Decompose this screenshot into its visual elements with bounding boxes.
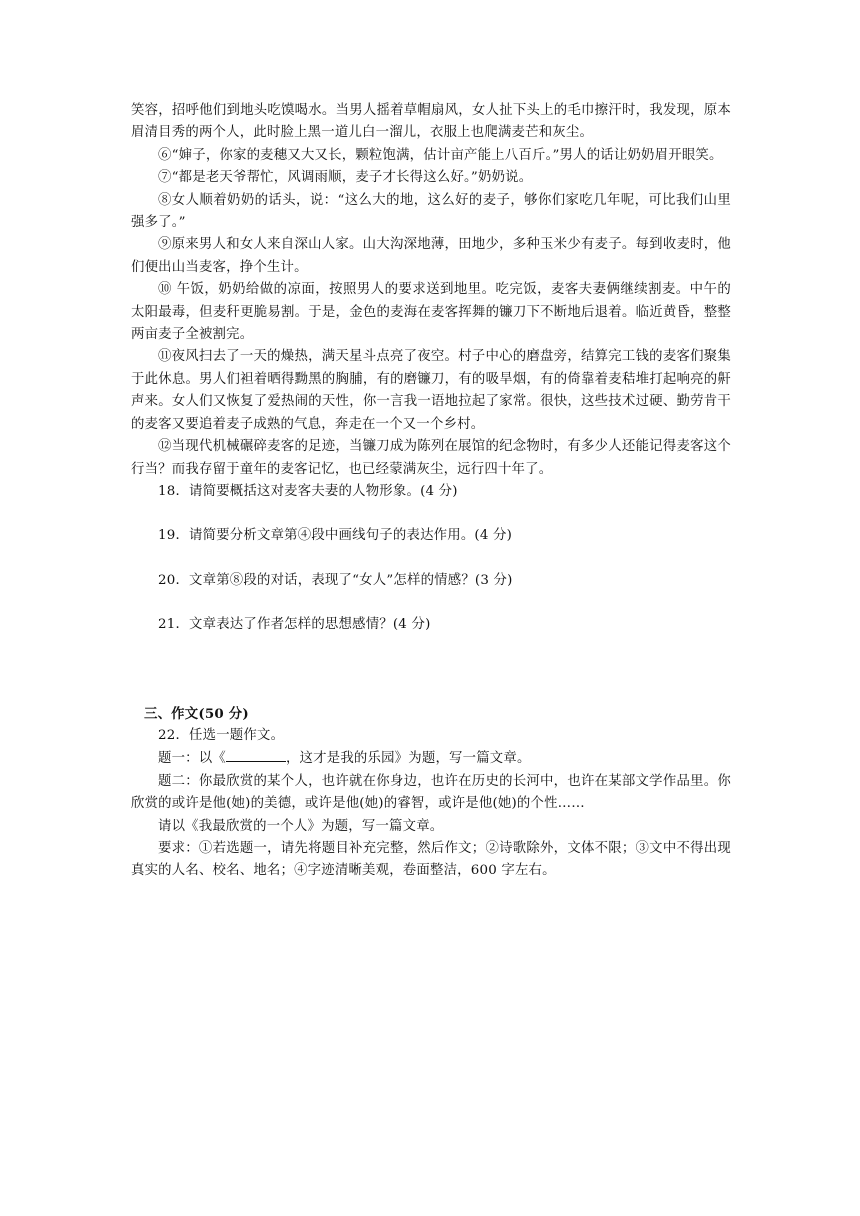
passage-paragraph-12: ⑫当现代机械碾碎麦客的足迹，当镰刀成为陈列在展馆的纪念物时，有多少人还能记得麦客这个行当？而我存留于童年的麦客记忆，也已经蒙满灰尘，远行四十年了。 (131, 439, 731, 477)
question-22: 22．任选一题作文。 (158, 727, 285, 743)
topic-2: 题二：你最欣赏的某个人，也许就在你身边，也许在历史的长河中，也许在某部文学作品里。你欣赏的或许是他(她)的美德，或许是他(她)的睿智，或许是他(她)的个性…… (131, 773, 731, 812)
passage-paragraph-6: ⑥“婶子，你家的麦穗又大又长，颗粒饱满，估计亩产能上八百斤。”男人的话让奶奶眉开眼笑。 (158, 147, 723, 163)
passage-paragraph-11: ⑪夜风扫去了一天的燥热，满天星斗点亮了夜空。村子中心的磨盘旁，结算完工钱的麦客们聚集于此休息。男人们袒着晒得黝黑的胸脯，有的磨镰刀，有的吸旱烟，有的倚靠着麦秸堆打起响亮的鼾声来。女人们又恢复了爱热闹的天性，你一言我一语地拉起了家常。很快，这些技术过硬、勤劳肯干的麦客又要追着麦子成熟的气息，奔走在一个又一个乡村。 (131, 349, 731, 432)
topic-1-suffix: ，这才是我的乐园》为题，写一篇文章。 (285, 751, 531, 767)
question-20: 20．文章第⑧段的对话，表现了“女人”怎样的情感？(3 分) (158, 572, 513, 588)
passage-paragraph-continued: 笑容，招呼他们到地头吃馍喝水。当男人摇着草帽扇风，女人扯下头上的毛巾擦汗时，我发现，原本眉清目秀的两个人，此时脸上黑一道儿白一溜儿，衣服上也爬满麦芒和灰尘。 (131, 103, 731, 141)
answer-space (131, 548, 731, 570)
answer-space (131, 592, 731, 614)
section-spacer (131, 637, 731, 703)
passage-paragraph-9: ⑨原来男人和女人来自深山人家。山大沟深地薄，田地少，多种玉米少有麦子。每到收麦时，他们便出山当麦客，挣个生计。 (131, 237, 731, 275)
topic-1-blank (226, 747, 286, 762)
question-21: 21．文章表达了作者怎样的思想感情？(4 分) (158, 617, 431, 633)
passage-paragraph-10: ⑩ 午饭，奶奶给做的凉面，按照男人的要求送到地里。吃完饭，麦客夫妻俩继续割麦。中午的太阳最毒，但麦秆更脆易割。于是，金色的麦海在麦客挥舞的镰刀下不断地后退着。临近黄昏，整整两亩麦子全被割完。 (131, 282, 731, 343)
question-18: 18．请简要概括这对麦客夫妻的人物形象。(4 分) (158, 483, 458, 499)
topic-1-prefix: 题一：以《 (158, 751, 226, 767)
topic-1 (131, 747, 731, 770)
passage-paragraph-7: ⑦“都是老天爷帮忙，风调雨顺，麦子才长得这么好。”奶奶说。 (158, 170, 533, 186)
answer-space (131, 503, 731, 525)
question-19: 19．请简要分析文章第④段中画线句子的表达作用。(4 分) (158, 528, 513, 544)
topic-2-title-instruction: 请以《我最欣赏的一个人》为题，写一篇文章。 (158, 818, 444, 834)
exam-page (131, 100, 731, 883)
passage-paragraph-8: ⑧女人顺着奶奶的话头，说：“这么大的地，这么好的麦子，够你们家吃几年呢，可比我们山里强多了。” (131, 192, 731, 231)
composition-requirements: 要求：①若选题一，请先将题目补充完整，然后作文；②诗歌除外，文体不限；③文中不得出现真实的人名、校名、地名；④字迹清晰美观，卷面整洁，600 字左右。 (131, 840, 731, 879)
section-title-composition: 三、作文(50 分) (144, 705, 249, 722)
